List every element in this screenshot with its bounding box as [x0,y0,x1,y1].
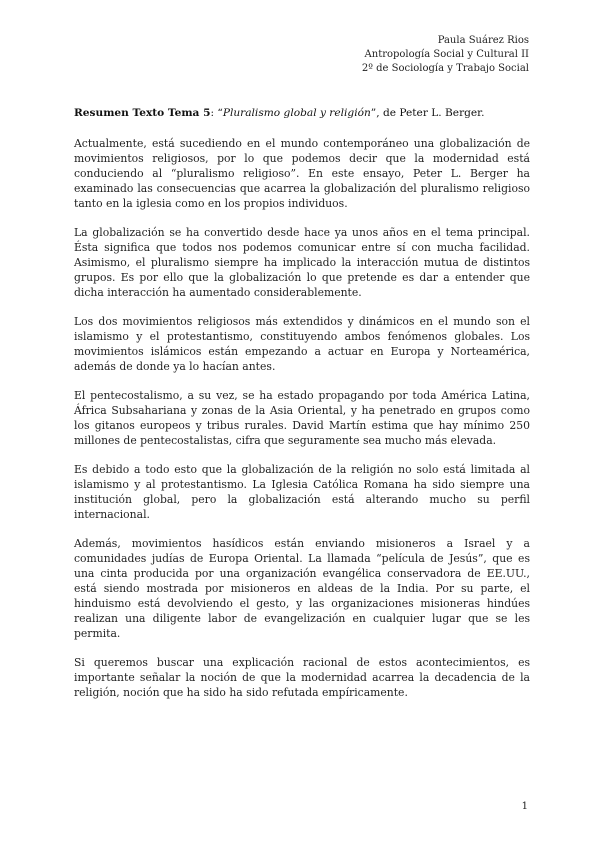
paragraph-6: Además, movimientos hasídicos están enviando misioneros a Israel y a comunidades judías de Europa Oriental. La llamada “película de Jesús”, que es una cinta producida por una organización evangélica conservadora de EE.UU., está siendo mostrada por misioneros en aldeas de la India. Por su parte, el hinduismo está devolviendo el gesto, y las organizaciones misioneras hindúes realizan una diligente labor de evangelización en cualquier lugar que se les permita. [74,537,530,640]
course-name: Antropología Social y Cultural II [364,49,529,60]
title-lead: Resumen Texto Tema 5 [74,107,211,119]
paragraph-1: Actualmente, está sucediendo en el mundo contemporáneo una globalización de movimientos religiosos, por lo que podemos decir que la modernidad está conduciendo al “pluralismo religioso”. En este ensayo, Peter L. Berger ha examinado las consecuencias que acarrea la globalización del pluralismo religioso tanto en la iglesia como en los propios individuos. [74,137,530,210]
paragraph-3: Los dos movimientos religiosos más extendidos y dinámicos en el mundo son el islamismo y el protestantismo, constituyendo ambos fenómenos globales. Los movimientos islámicos están empezando a actuar en Europa y Norteamérica, además de donde ya lo hacían antes. [74,315,530,373]
title-author: ”, de Peter L. Berger. [370,107,485,119]
paragraph-2: La globalización se ha convertido desde hace ya unos años en el tema principal. Ésta significa que todos nos podemos comunicar entre sí con mucha facilidad. Asimismo, el pluralismo siempre ha implicado la interacción mutua de distintos grupos. Es por ello que la globalización lo que pretende es dar a entender que dicha interacción ha aumentado considerablemente. [74,226,530,299]
title-work: Pluralismo global y religión [222,107,371,119]
document-title [74,106,530,120]
document-body [74,136,530,714]
author-name: Paula Suárez Rios [437,35,529,46]
paragraph-5: Es debido a todo esto que la globalización de la religión no solo está limitada al islamismo y al protestantismo. La Iglesia Católica Romana ha sido siempre una institución global, pero la globalización está alterando mucho su perfil internacional. [74,463,530,521]
paragraph-7: Si queremos buscar una explicación racional de estos acontecimientos, es importante señalar la noción de que la modernidad acarrea la decadencia de la religión, noción que ha sido ha sido refutada empíricamente. [74,656,530,699]
title-separator: : “ [210,107,223,119]
page-number: 1 [521,801,528,812]
program-name: 2º de Sociología y Trabajo Social [361,63,529,74]
paragraph-4: El pentecostalismo, a su vez, se ha estado propagando por toda América Latina, África Subsahariana y zonas de la Asia Oriental, y ha penetrado en grupos como los gitanos europeos y tribus rurales. David Martín estima que hay mínimo 250 millones de pentecostalistas, cifra que seguramente sea mucho más elevada. [74,389,530,447]
page-header [362,34,529,76]
